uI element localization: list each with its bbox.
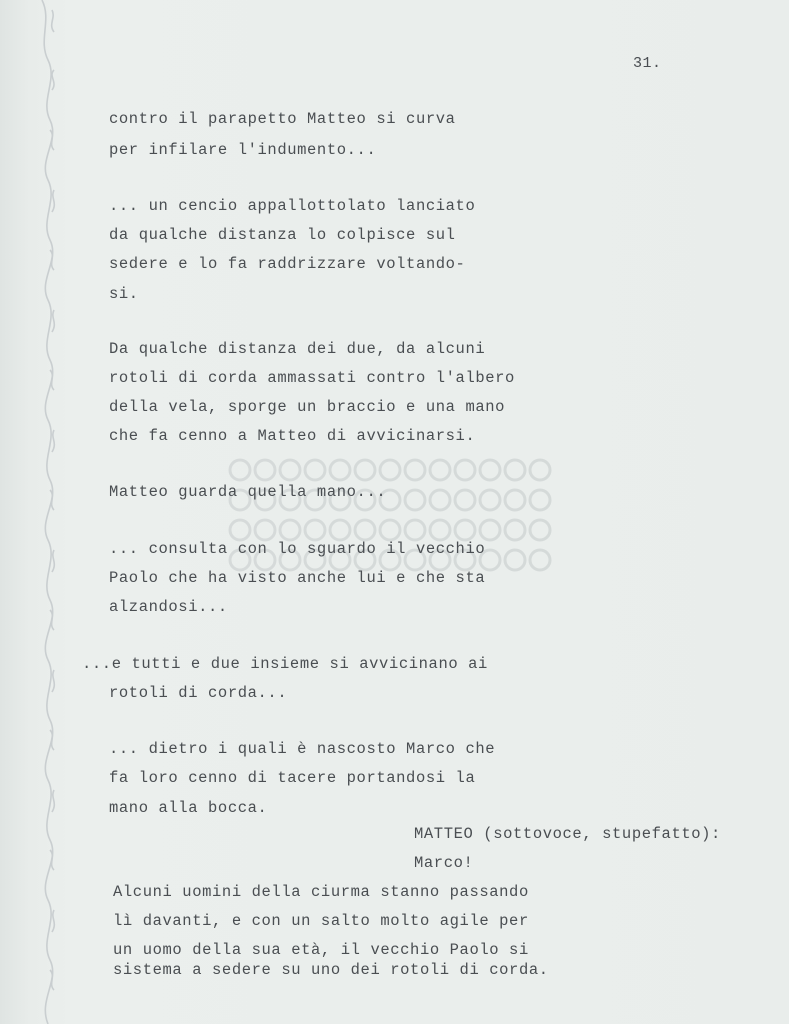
text-line: rotoli di corda... bbox=[109, 684, 288, 702]
text-line: Alcuni uomini della ciurma stanno passando bbox=[113, 883, 529, 901]
text-line: lì davanti, e con un salto molto agile per bbox=[113, 912, 529, 930]
text-line: Da qualche distanza dei due, da alcuni bbox=[109, 340, 486, 358]
text-line: ... un cencio appallottolato lanciato bbox=[109, 197, 476, 215]
text-line: fa loro cenno di tacere portandosi la bbox=[109, 769, 476, 787]
text-line: sedere e lo fa raddrizzare voltando- bbox=[109, 255, 466, 273]
text-line: ... consulta con lo sguardo il vecchio bbox=[109, 540, 486, 558]
text-line: ... dietro i quali è nascosto Marco che bbox=[109, 740, 496, 758]
text-line: alzandosi... bbox=[109, 598, 228, 616]
text-line: della vela, sporge un braccio e una mano bbox=[109, 398, 506, 416]
text-line: rotoli di corda ammassati contro l'albero bbox=[109, 369, 515, 387]
text-line: che fa cenno a Matteo di avvicinarsi. bbox=[109, 427, 476, 445]
text-line: contro il parapetto Matteo si curva bbox=[109, 110, 456, 128]
text-line: un uomo della sua età, il vecchio Paolo si bbox=[113, 941, 529, 959]
text-line: mano alla bocca. bbox=[109, 799, 268, 817]
margin-ornament bbox=[36, 0, 62, 1024]
text-line: Matteo guarda quella mano... bbox=[109, 483, 387, 501]
text-line: si. bbox=[109, 285, 139, 303]
text-line: sistema a sedere su uno dei rotoli di corda. bbox=[113, 961, 549, 979]
margin-ornament-graphic bbox=[36, 0, 62, 1024]
text-line: da qualche distanza lo colpisce sul bbox=[109, 226, 456, 244]
page-number: 31. bbox=[633, 55, 662, 72]
text-line: ...e tutti e due insieme si avvicinano ai bbox=[82, 655, 488, 673]
character-cue: MATTEO (sottovoce, stupefatto): bbox=[414, 825, 721, 843]
text-line: per infilare l'indumento... bbox=[109, 141, 377, 159]
dialogue-line: Marco! bbox=[414, 854, 474, 872]
text-line: Paolo che ha visto anche lui e che sta bbox=[109, 569, 486, 587]
